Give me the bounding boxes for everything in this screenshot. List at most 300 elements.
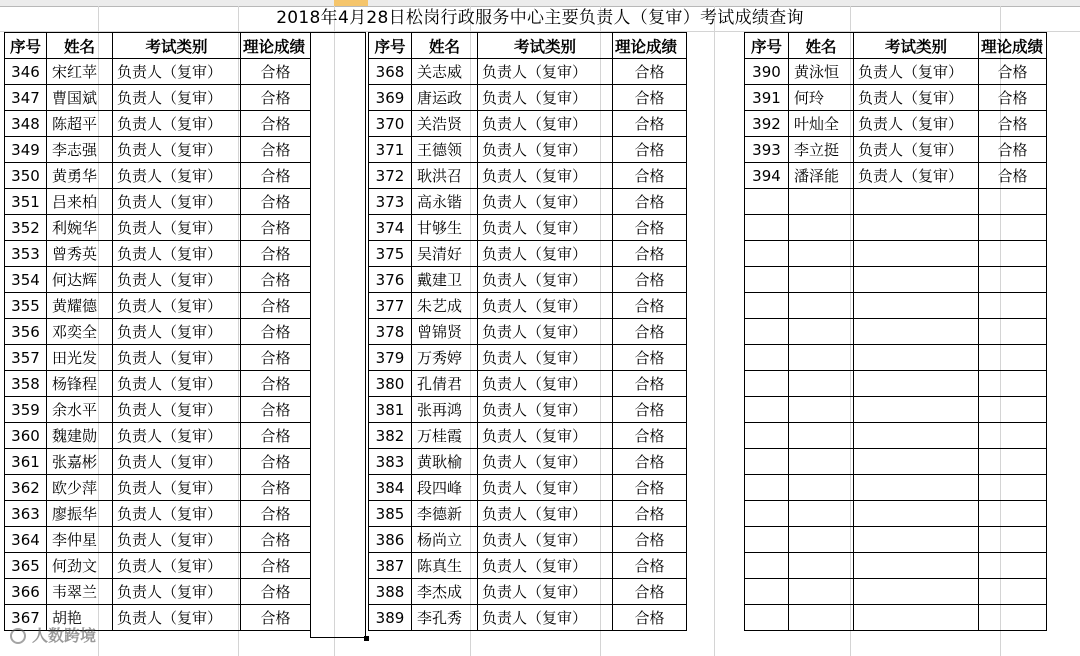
cell-result[interactable]: 合格 (613, 527, 687, 553)
cell-name[interactable]: 吴清好 (412, 241, 478, 267)
cell-category[interactable] (854, 241, 979, 267)
cell-name[interactable]: 吕来柏 (47, 189, 113, 215)
cell-result[interactable]: 合格 (979, 59, 1047, 85)
cell-category[interactable]: 负责人（复审） (478, 423, 613, 449)
cell-category[interactable]: 负责人（复审） (113, 215, 241, 241)
cell-result[interactable]: 合格 (613, 345, 687, 371)
cell-name[interactable]: 唐运政 (412, 85, 478, 111)
cell-seq[interactable] (745, 423, 789, 449)
cell-name[interactable]: 万桂霞 (412, 423, 478, 449)
cell-name[interactable]: 李杰成 (412, 579, 478, 605)
cell-seq[interactable]: 365 (5, 553, 47, 579)
table-row (5, 319, 311, 345)
table-row (369, 579, 687, 605)
cell-seq[interactable]: 389 (369, 605, 412, 631)
cell-category[interactable]: 负责人（复审） (113, 137, 241, 163)
cell-category[interactable] (854, 189, 979, 215)
cell-seq[interactable]: 388 (369, 579, 412, 605)
cell-category[interactable] (854, 371, 979, 397)
cell-result[interactable]: 合格 (241, 553, 311, 579)
cell-name[interactable] (789, 371, 854, 397)
cell-seq[interactable]: 391 (745, 85, 789, 111)
cell-result[interactable] (979, 475, 1047, 501)
table-row (5, 59, 311, 85)
cell-result[interactable]: 合格 (241, 319, 311, 345)
cell-seq[interactable] (745, 241, 789, 267)
cell-seq[interactable]: 353 (5, 241, 47, 267)
cell-result[interactable] (979, 449, 1047, 475)
cell-name[interactable] (789, 241, 854, 267)
cell-category[interactable]: 负责人（复审） (113, 293, 241, 319)
cell-result[interactable]: 合格 (613, 267, 687, 293)
cell-result[interactable] (979, 423, 1047, 449)
cell-seq[interactable]: 386 (369, 527, 412, 553)
watermark-text: 人数跨境 (32, 626, 97, 645)
cell-seq[interactable]: 377 (369, 293, 412, 319)
cell-seq[interactable] (745, 293, 789, 319)
cell-name[interactable] (789, 553, 854, 579)
cell-category[interactable]: 负责人（复审） (113, 111, 241, 137)
cell-category[interactable]: 负责人（复审） (113, 85, 241, 111)
cell-seq[interactable] (745, 579, 789, 605)
cell-result[interactable] (979, 345, 1047, 371)
cell-seq[interactable] (745, 345, 789, 371)
table-row (369, 527, 687, 553)
cell-name[interactable]: 黄勇华 (47, 163, 113, 189)
cell-category[interactable]: 负责人（复审） (854, 137, 979, 163)
table-row (369, 137, 687, 163)
table-row (369, 371, 687, 397)
table-body (745, 59, 1047, 631)
cell-name[interactable] (789, 319, 854, 345)
cell-category[interactable]: 负责人（复审） (478, 553, 613, 579)
cell-name[interactable]: 叶灿全 (789, 111, 854, 137)
cell-name[interactable]: 余水平 (47, 397, 113, 423)
cell-name[interactable]: 陈超平 (47, 111, 113, 137)
cell-category[interactable]: 负责人（复审） (113, 423, 241, 449)
cell-result[interactable]: 合格 (613, 449, 687, 475)
cell-result[interactable]: 合格 (613, 189, 687, 215)
cell-name[interactable]: 田光发 (47, 345, 113, 371)
cell-name[interactable]: 黄泳恒 (789, 59, 854, 85)
cell-result[interactable] (979, 189, 1047, 215)
table-row (369, 241, 687, 267)
cell-name[interactable]: 关志威 (412, 59, 478, 85)
cell-category[interactable] (854, 397, 979, 423)
cell-seq[interactable]: 374 (369, 215, 412, 241)
cell-result[interactable]: 合格 (613, 319, 687, 345)
cell-result[interactable]: 合格 (241, 501, 311, 527)
cell-seq[interactable]: 387 (369, 553, 412, 579)
cell-result[interactable] (979, 293, 1047, 319)
cell-result[interactable]: 合格 (241, 85, 311, 111)
cell-result[interactable]: 合格 (613, 605, 687, 631)
cell-result[interactable]: 合格 (241, 579, 311, 605)
cell-seq[interactable]: 383 (369, 449, 412, 475)
cell-seq[interactable]: 381 (369, 397, 412, 423)
table-row (369, 293, 687, 319)
cell-result[interactable]: 合格 (613, 553, 687, 579)
cell-seq[interactable]: 384 (369, 475, 412, 501)
cell-name[interactable]: 甘够生 (412, 215, 478, 241)
results-table-2 (368, 32, 687, 631)
cell-seq[interactable]: 379 (369, 345, 412, 371)
cell-name[interactable]: 李志强 (47, 137, 113, 163)
cell-name[interactable]: 欧少萍 (47, 475, 113, 501)
cell-result[interactable]: 合格 (241, 189, 311, 215)
cell-name[interactable]: 高永锴 (412, 189, 478, 215)
cell-name[interactable] (789, 527, 854, 553)
empty-row (745, 345, 1047, 371)
cell-category[interactable] (854, 449, 979, 475)
header-category: 考试类别 (478, 33, 613, 59)
cell-category[interactable] (854, 527, 979, 553)
cell-result[interactable] (979, 527, 1047, 553)
cell-name[interactable] (789, 449, 854, 475)
cell-seq[interactable]: 346 (5, 59, 47, 85)
cell-category[interactable]: 负责人（复审） (478, 527, 613, 553)
cell-category[interactable]: 负责人（复审） (113, 501, 241, 527)
cell-seq[interactable]: 373 (369, 189, 412, 215)
cell-result[interactable]: 合格 (613, 397, 687, 423)
cell-result[interactable] (979, 371, 1047, 397)
cell-seq[interactable]: 360 (5, 423, 47, 449)
table-row (369, 475, 687, 501)
cell-name[interactable]: 魏建勋 (47, 423, 113, 449)
cell-seq[interactable]: 390 (745, 59, 789, 85)
cell-name[interactable]: 李仲星 (47, 527, 113, 553)
table-row (745, 59, 1047, 85)
cell-category[interactable]: 负责人（复审） (854, 59, 979, 85)
cell-category[interactable]: 负责人（复审） (113, 241, 241, 267)
cell-seq[interactable]: 354 (5, 267, 47, 293)
cell-seq[interactable]: 370 (369, 111, 412, 137)
cell-name[interactable]: 杨尚立 (412, 527, 478, 553)
cell-result[interactable]: 合格 (241, 137, 311, 163)
cell-name[interactable]: 杨锋程 (47, 371, 113, 397)
cell-seq[interactable]: 378 (369, 319, 412, 345)
cell-category[interactable]: 负责人（复审） (113, 527, 241, 553)
cell-result[interactable]: 合格 (241, 345, 311, 371)
cell-name[interactable]: 黄耿榆 (412, 449, 478, 475)
cell-seq[interactable]: 393 (745, 137, 789, 163)
cell-category[interactable]: 负责人（复审） (113, 189, 241, 215)
empty-row (745, 527, 1047, 553)
cell-result[interactable]: 合格 (613, 215, 687, 241)
cell-name[interactable] (789, 501, 854, 527)
cell-seq[interactable] (745, 605, 789, 631)
cell-category[interactable]: 负责人（复审） (113, 371, 241, 397)
table-row (5, 371, 311, 397)
cell-category[interactable]: 负责人（复审） (478, 579, 613, 605)
cell-category[interactable]: 负责人（复审） (478, 475, 613, 501)
table-row (369, 189, 687, 215)
cell-seq[interactable] (745, 215, 789, 241)
empty-row (745, 371, 1047, 397)
cell-category[interactable] (854, 319, 979, 345)
cell-name[interactable] (789, 215, 854, 241)
cell-category[interactable]: 负责人（复审） (854, 163, 979, 189)
cell-category[interactable] (854, 423, 979, 449)
cell-result[interactable] (979, 501, 1047, 527)
cell-category[interactable]: 负责人（复审） (478, 397, 613, 423)
cell-name[interactable]: 何达辉 (47, 267, 113, 293)
cell-result[interactable]: 合格 (613, 579, 687, 605)
cell-category[interactable]: 负责人（复审） (478, 59, 613, 85)
cell-category[interactable]: 负责人（复审） (478, 267, 613, 293)
cell-seq[interactable]: 359 (5, 397, 47, 423)
cell-name[interactable] (789, 605, 854, 631)
cell-category[interactable]: 负责人（复审） (113, 449, 241, 475)
header-result: 理论成绩 (979, 33, 1047, 59)
cell-name[interactable]: 王德领 (412, 137, 478, 163)
cell-result[interactable]: 合格 (613, 85, 687, 111)
cell-name[interactable]: 李立挺 (789, 137, 854, 163)
cell-category[interactable] (854, 605, 979, 631)
cell-category[interactable]: 负责人（复审） (113, 553, 241, 579)
cell-name[interactable]: 韦翠兰 (47, 579, 113, 605)
watermark-logo-icon (10, 628, 26, 644)
cell-result[interactable]: 合格 (241, 371, 311, 397)
cell-name[interactable]: 朱艺成 (412, 293, 478, 319)
cell-selection-box[interactable] (310, 32, 366, 638)
cell-seq[interactable]: 361 (5, 449, 47, 475)
table-row (5, 475, 311, 501)
cell-name[interactable] (789, 579, 854, 605)
cell-result[interactable]: 合格 (613, 59, 687, 85)
cell-seq[interactable]: 350 (5, 163, 47, 189)
cell-seq[interactable]: 355 (5, 293, 47, 319)
cell-seq[interactable]: 358 (5, 371, 47, 397)
cell-result[interactable]: 合格 (613, 241, 687, 267)
cell-name[interactable] (789, 189, 854, 215)
cell-seq[interactable] (745, 475, 789, 501)
cell-seq[interactable]: 376 (369, 267, 412, 293)
cell-name[interactable]: 陈真生 (412, 553, 478, 579)
cell-category[interactable]: 负责人（复审） (113, 605, 241, 631)
cell-seq[interactable] (745, 371, 789, 397)
cell-result[interactable]: 合格 (241, 293, 311, 319)
cell-seq[interactable] (745, 449, 789, 475)
cell-name[interactable]: 李德新 (412, 501, 478, 527)
cell-result[interactable]: 合格 (979, 137, 1047, 163)
cell-category[interactable] (854, 267, 979, 293)
cell-seq[interactable] (745, 553, 789, 579)
cell-category[interactable]: 负责人（复审） (478, 215, 613, 241)
cell-category[interactable]: 负责人（复审） (113, 345, 241, 371)
cell-category[interactable]: 负责人（复审） (478, 501, 613, 527)
cell-seq[interactable]: 349 (5, 137, 47, 163)
cell-category[interactable]: 负责人（复审） (478, 189, 613, 215)
fill-handle[interactable] (364, 636, 369, 641)
cell-name[interactable]: 胡艳 (47, 605, 113, 631)
cell-result[interactable]: 合格 (241, 215, 311, 241)
cell-category[interactable]: 负责人（复审） (478, 293, 613, 319)
cell-seq[interactable]: 382 (369, 423, 412, 449)
cell-name[interactable] (789, 267, 854, 293)
cell-category[interactable] (854, 579, 979, 605)
cell-seq[interactable]: 366 (5, 579, 47, 605)
cell-seq[interactable] (745, 527, 789, 553)
cell-result[interactable] (979, 215, 1047, 241)
cell-result[interactable]: 合格 (241, 267, 311, 293)
cell-category[interactable]: 负责人（复审） (478, 163, 613, 189)
cell-result[interactable]: 合格 (241, 475, 311, 501)
cell-result[interactable] (979, 267, 1047, 293)
cell-seq[interactable]: 362 (5, 475, 47, 501)
cell-name[interactable]: 万秀婷 (412, 345, 478, 371)
cell-result[interactable]: 合格 (241, 59, 311, 85)
cell-result[interactable]: 合格 (241, 397, 311, 423)
cell-seq[interactable] (745, 397, 789, 423)
cell-category[interactable]: 负责人（复审） (478, 605, 613, 631)
cell-name[interactable]: 邓奕全 (47, 319, 113, 345)
cell-result[interactable]: 合格 (241, 163, 311, 189)
cell-result[interactable]: 合格 (613, 371, 687, 397)
empty-row (745, 475, 1047, 501)
cell-name[interactable]: 曾锦贤 (412, 319, 478, 345)
cell-category[interactable]: 负责人（复审） (113, 267, 241, 293)
cell-seq[interactable] (745, 267, 789, 293)
cell-name[interactable]: 张再鸿 (412, 397, 478, 423)
cell-name[interactable] (789, 345, 854, 371)
cell-result[interactable]: 合格 (979, 163, 1047, 189)
cell-result[interactable]: 合格 (241, 111, 311, 137)
cell-name[interactable]: 耿洪召 (412, 163, 478, 189)
cell-seq[interactable]: 372 (369, 163, 412, 189)
cell-result[interactable] (979, 241, 1047, 267)
cell-name[interactable]: 潘泽能 (789, 163, 854, 189)
cell-seq[interactable]: 380 (369, 371, 412, 397)
cell-seq[interactable]: 385 (369, 501, 412, 527)
cell-category[interactable]: 负责人（复审） (478, 449, 613, 475)
cell-seq[interactable] (745, 319, 789, 345)
cell-category[interactable]: 负责人（复审） (113, 397, 241, 423)
cell-result[interactable]: 合格 (613, 163, 687, 189)
cell-category[interactable] (854, 215, 979, 241)
cell-seq[interactable]: 368 (369, 59, 412, 85)
cell-seq[interactable]: 375 (369, 241, 412, 267)
header-category: 考试类别 (113, 33, 241, 59)
table-row (745, 111, 1047, 137)
cell-seq[interactable]: 348 (5, 111, 47, 137)
table-row (5, 501, 311, 527)
cell-result[interactable]: 合格 (241, 241, 311, 267)
cell-name[interactable]: 利婉华 (47, 215, 113, 241)
cell-name[interactable]: 关浩贤 (412, 111, 478, 137)
cell-category[interactable]: 负责人（复审） (854, 85, 979, 111)
page-title: 2018年4月28日松岗行政服务中心主要负责人（复审）考试成绩查询 (276, 8, 804, 28)
cell-category[interactable]: 负责人（复审） (478, 111, 613, 137)
cell-result[interactable] (979, 553, 1047, 579)
cell-name[interactable] (789, 397, 854, 423)
cell-seq[interactable]: 392 (745, 111, 789, 137)
cell-name[interactable]: 宋红苹 (47, 59, 113, 85)
cell-seq[interactable]: 369 (369, 85, 412, 111)
cell-name[interactable]: 张嘉彬 (47, 449, 113, 475)
cell-category[interactable] (854, 345, 979, 371)
cell-category[interactable] (854, 475, 979, 501)
cell-category[interactable]: 负责人（复审） (113, 59, 241, 85)
cell-name[interactable]: 李孔秀 (412, 605, 478, 631)
cell-category[interactable]: 负责人（复审） (113, 163, 241, 189)
cell-seq[interactable]: 371 (369, 137, 412, 163)
cell-name[interactable]: 黄耀德 (47, 293, 113, 319)
cell-seq[interactable] (745, 189, 789, 215)
header-result: 理论成绩 (613, 33, 687, 59)
cell-result[interactable]: 合格 (613, 423, 687, 449)
cell-result[interactable]: 合格 (613, 111, 687, 137)
cell-seq[interactable]: 394 (745, 163, 789, 189)
cell-name[interactable] (789, 293, 854, 319)
cell-category[interactable]: 负责人（复审） (478, 85, 613, 111)
cell-result[interactable] (979, 319, 1047, 345)
cell-seq[interactable]: 347 (5, 85, 47, 111)
cell-result[interactable] (979, 397, 1047, 423)
cell-name[interactable]: 何玲 (789, 85, 854, 111)
cell-result[interactable]: 合格 (979, 85, 1047, 111)
cell-result[interactable] (979, 579, 1047, 605)
cell-category[interactable] (854, 553, 979, 579)
cell-result[interactable]: 合格 (241, 449, 311, 475)
cell-seq[interactable]: 356 (5, 319, 47, 345)
cell-seq[interactable] (745, 501, 789, 527)
cell-result[interactable]: 合格 (613, 293, 687, 319)
cell-category[interactable]: 负责人（复审） (478, 345, 613, 371)
cell-name[interactable]: 廖振华 (47, 501, 113, 527)
cell-name[interactable]: 曹国斌 (47, 85, 113, 111)
empty-row (745, 423, 1047, 449)
header-category: 考试类别 (854, 33, 979, 59)
cell-category[interactable]: 负责人（复审） (478, 319, 613, 345)
cell-name[interactable]: 曾秀英 (47, 241, 113, 267)
cell-result[interactable]: 合格 (613, 501, 687, 527)
header-result: 理论成绩 (241, 33, 311, 59)
cell-seq[interactable]: 357 (5, 345, 47, 371)
cell-result[interactable]: 合格 (979, 111, 1047, 137)
cell-category[interactable]: 负责人（复审） (113, 579, 241, 605)
cell-category[interactable]: 负责人（复审） (478, 137, 613, 163)
cell-result[interactable]: 合格 (613, 475, 687, 501)
cell-seq[interactable]: 364 (5, 527, 47, 553)
cell-name[interactable]: 段四峰 (412, 475, 478, 501)
cell-result[interactable]: 合格 (241, 423, 311, 449)
table-row (369, 449, 687, 475)
cell-category[interactable]: 负责人（复审） (854, 111, 979, 137)
cell-seq[interactable]: 351 (5, 189, 47, 215)
cell-category[interactable]: 负责人（复审） (113, 475, 241, 501)
cell-name[interactable]: 何劲文 (47, 553, 113, 579)
cell-category[interactable]: 负责人（复审） (478, 371, 613, 397)
cell-name[interactable] (789, 423, 854, 449)
cell-seq[interactable]: 363 (5, 501, 47, 527)
cell-name[interactable]: 戴建卫 (412, 267, 478, 293)
cell-category[interactable] (854, 293, 979, 319)
cell-name[interactable]: 孔倩君 (412, 371, 478, 397)
cell-name[interactable] (789, 475, 854, 501)
empty-row (745, 553, 1047, 579)
cell-result[interactable]: 合格 (613, 137, 687, 163)
cell-category[interactable]: 负责人（复审） (113, 319, 241, 345)
cell-category[interactable]: 负责人（复审） (478, 241, 613, 267)
cell-result[interactable]: 合格 (241, 527, 311, 553)
cell-result[interactable] (979, 605, 1047, 631)
cell-seq[interactable]: 352 (5, 215, 47, 241)
table-row (745, 137, 1047, 163)
cell-seq[interactable]: 367 (5, 605, 47, 631)
cell-result[interactable]: 合格 (241, 605, 311, 631)
cell-category[interactable] (854, 501, 979, 527)
